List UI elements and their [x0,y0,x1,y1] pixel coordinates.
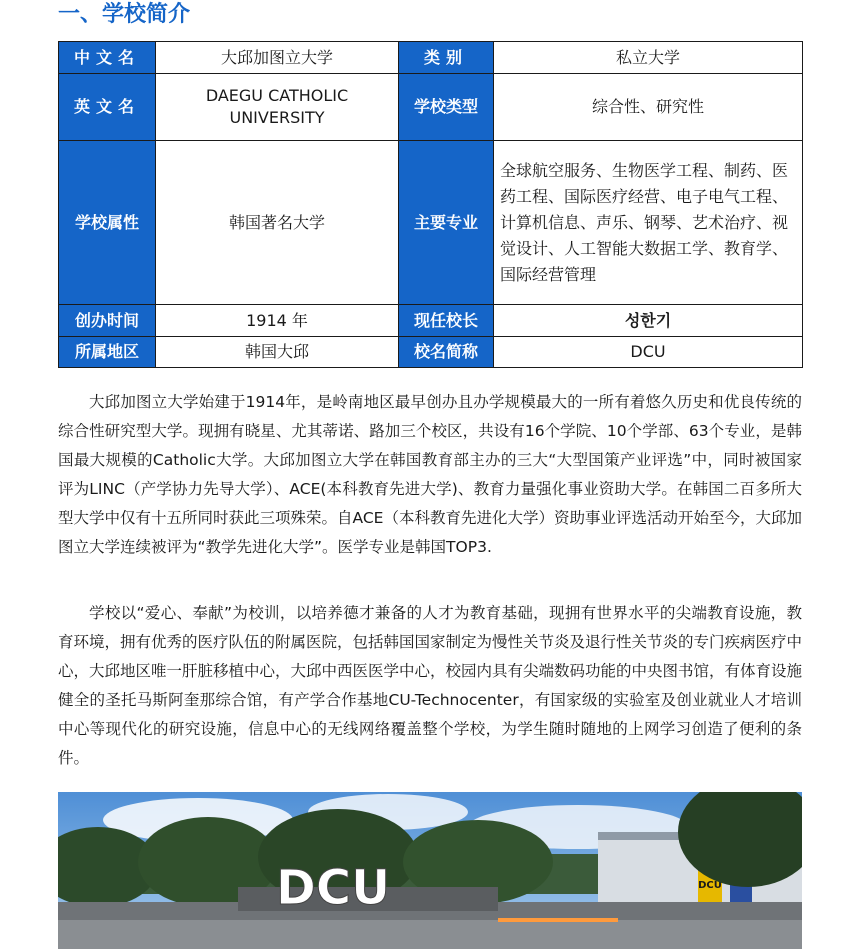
label-region: 所属地区 [59,337,156,368]
section-title: 一、学校简介 [58,2,191,27]
value-category: 私立大学 [494,42,803,74]
table-row [59,305,803,337]
building-sign-text: DCU [698,880,722,891]
value-chinese-name: 大邱加图立大学 [156,42,399,74]
table-row [59,74,803,141]
table-row [59,337,803,368]
intro-paragraph-1: 大邱加图立大学始建于1914年，是岭南地区最早创办且办学规模最大的一所有着悠久历史和优良传统的综合性研究型大学。现拥有晓星、尤其蒂诺、路加三个校区，共设有16个学院、10个学部、63个专业，是韩国最大规模的Catholic大学。大邱加图立大学在韩国教育部主办的三大“大型国策产业评选”中，同时被国家评为LINC（产学协力先导大学）、ACE(本科教育先进大学)、教育力量强化事业资助大学。在韩国二百多所大型大学中仅有十五所同时获此三项殊荣。自ACE（本科教育先进化大学）资助事业评选活动开始至今，大邱加图立大学连续被评为“教学先进化大学”。医学专业是韩国TOP3. [58,393,802,556]
label-school-attribute: 学校属性 [59,141,156,305]
value-school-attribute: 韩国著名大学 [156,141,399,305]
dcu-sign-text: DCU [276,860,391,916]
label-school-type: 学校类型 [399,74,494,141]
label-founded: 创办时间 [59,305,156,337]
label-short-name: 校名简称 [399,337,494,368]
value-main-majors: 全球航空服务、生物医学工程、制药、医药工程、国际医疗经营、电子电气工程、计算机信息、声乐、钢琴、艺术治疗、视觉设计、人工智能大数据工学、教育学、国际经营管理 [494,141,803,305]
intro-paragraph-2: 学校以“爱心、奉献”为校训，以培养德才兼备的人才为教育基础，现拥有世界水平的尖端教育设施，教育环境，拥有优秀的医疗队伍的附属医院，包括韩国国家制定为慢性关节炎及退行性关节炎的专门疾病医疗中心，大邱地区唯一肝脏移植中心，大邱中西医医学中心，校园内具有尖端数码功能的中央图书馆，有体育设施健全的圣托马斯阿奎那综合馆，有产学合作基地CU-Technocenter，有国家级的实验室及创业就业人才培训中心等现代化的研究设施，信息中心的无线网络覆盖整个学校，为学生随时随地的上网学习创造了便利的条件。 [58,604,803,767]
label-chinese-name: 中文名 [59,42,156,74]
value-president: 성한기 [494,305,803,337]
value-region: 韩国大邱 [156,337,399,368]
label-category: 类别 [399,42,494,74]
campus-photo [58,792,802,949]
label-english-name: 英文名 [59,74,156,141]
value-founded: 1914 年 [156,305,399,337]
school-info-table [58,41,803,368]
value-short-name: DCU [494,337,803,368]
value-english-name: DAEGU CATHOLIC UNIVERSITY [156,74,399,141]
table-row [59,141,803,305]
label-president: 现任校长 [399,305,494,337]
value-school-type: 综合性、研究性 [494,74,803,141]
label-main-majors: 主要专业 [399,141,494,305]
table-row [59,42,803,74]
